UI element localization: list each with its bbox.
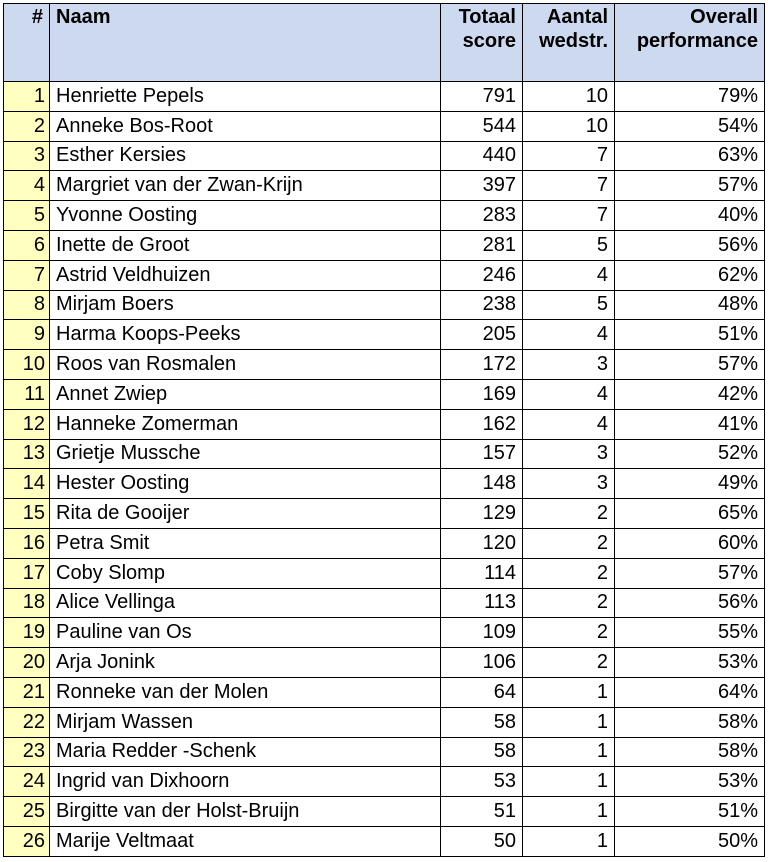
total-score-cell: 50 xyxy=(441,826,523,856)
total-score-cell: 106 xyxy=(441,648,523,678)
rank-cell: 20 xyxy=(4,648,50,678)
name-cell: Rita de Gooijer xyxy=(50,499,441,529)
name-cell: Coby Slomp xyxy=(50,558,441,588)
games-cell: 1 xyxy=(523,677,615,707)
table-row xyxy=(4,201,765,231)
name-cell: Inette de Groot xyxy=(50,230,441,260)
header-performance xyxy=(615,4,765,82)
rank-cell: 1 xyxy=(4,82,50,112)
performance-cell: 51% xyxy=(615,797,765,827)
total-score-cell: 246 xyxy=(441,260,523,290)
total-score-cell: 148 xyxy=(441,469,523,499)
name-cell: Esther Kersies xyxy=(50,141,441,171)
total-score-cell: 440 xyxy=(441,141,523,171)
performance-cell: 65% xyxy=(615,499,765,529)
games-cell: 4 xyxy=(523,320,615,350)
header-name: Naam xyxy=(50,4,441,82)
name-cell: Ronneke van der Molen xyxy=(50,677,441,707)
total-score-cell: 791 xyxy=(441,82,523,112)
table-row xyxy=(4,588,765,618)
table-row xyxy=(4,82,765,112)
performance-cell: 54% xyxy=(615,111,765,141)
total-score-cell: 120 xyxy=(441,528,523,558)
name-cell: Henriette Pepels xyxy=(50,82,441,112)
rank-cell: 5 xyxy=(4,201,50,231)
total-score-cell: 53 xyxy=(441,767,523,797)
performance-cell: 79% xyxy=(615,82,765,112)
rank-cell: 26 xyxy=(4,826,50,856)
table-body xyxy=(4,82,765,857)
games-cell: 5 xyxy=(523,290,615,320)
rank-cell: 21 xyxy=(4,677,50,707)
games-cell: 7 xyxy=(523,141,615,171)
name-cell: Arja Jonink xyxy=(50,648,441,678)
games-cell: 2 xyxy=(523,499,615,529)
table-row xyxy=(4,797,765,827)
rank-cell: 7 xyxy=(4,260,50,290)
total-score-cell: 113 xyxy=(441,588,523,618)
name-cell: Maria Redder -Schenk xyxy=(50,737,441,767)
rank-cell: 11 xyxy=(4,379,50,409)
name-cell: Pauline van Os xyxy=(50,618,441,648)
total-score-cell: 51 xyxy=(441,797,523,827)
total-score-cell: 205 xyxy=(441,320,523,350)
games-cell: 2 xyxy=(523,618,615,648)
rank-cell: 14 xyxy=(4,469,50,499)
name-cell: Astrid Veldhuizen xyxy=(50,260,441,290)
table-row xyxy=(4,379,765,409)
name-cell: Grietje Mussche xyxy=(50,439,441,469)
games-cell: 1 xyxy=(523,737,615,767)
header-performance-line2: performance xyxy=(636,30,758,52)
rank-cell: 16 xyxy=(4,528,50,558)
total-score-cell: 169 xyxy=(441,379,523,409)
games-cell: 2 xyxy=(523,648,615,678)
rank-cell: 2 xyxy=(4,111,50,141)
table-row xyxy=(4,141,765,171)
table-row xyxy=(4,528,765,558)
table-row xyxy=(4,707,765,737)
rank-cell: 10 xyxy=(4,350,50,380)
table-row xyxy=(4,260,765,290)
table-row xyxy=(4,499,765,529)
performance-cell: 63% xyxy=(615,141,765,171)
rank-cell: 12 xyxy=(4,409,50,439)
total-score-cell: 114 xyxy=(441,558,523,588)
name-cell: Petra Smit xyxy=(50,528,441,558)
total-score-cell: 281 xyxy=(441,230,523,260)
performance-cell: 64% xyxy=(615,677,765,707)
table-row xyxy=(4,767,765,797)
rank-cell: 22 xyxy=(4,707,50,737)
rank-cell: 25 xyxy=(4,797,50,827)
rank-cell: 23 xyxy=(4,737,50,767)
name-cell: Mirjam Wassen xyxy=(50,707,441,737)
name-cell: Hanneke Zomerman xyxy=(50,409,441,439)
table-row xyxy=(4,826,765,856)
performance-cell: 56% xyxy=(615,588,765,618)
performance-cell: 48% xyxy=(615,290,765,320)
games-cell: 4 xyxy=(523,409,615,439)
rank-cell: 18 xyxy=(4,588,50,618)
table-row xyxy=(4,230,765,260)
name-cell: Birgitte van der Holst-Bruijn xyxy=(50,797,441,827)
rank-cell: 4 xyxy=(4,171,50,201)
rank-cell: 9 xyxy=(4,320,50,350)
rank-cell: 13 xyxy=(4,439,50,469)
performance-cell: 58% xyxy=(615,707,765,737)
performance-cell: 42% xyxy=(615,379,765,409)
games-cell: 3 xyxy=(523,350,615,380)
table-row xyxy=(4,171,765,201)
name-cell: Mirjam Boers xyxy=(50,290,441,320)
name-cell: Harma Koops-Peeks xyxy=(50,320,441,350)
name-cell: Margriet van der Zwan-Krijn xyxy=(50,171,441,201)
ranking-table-container xyxy=(3,3,765,857)
total-score-cell: 162 xyxy=(441,409,523,439)
games-cell: 3 xyxy=(523,469,615,499)
table-row xyxy=(4,409,765,439)
header-total-score xyxy=(441,4,523,82)
table-row xyxy=(4,320,765,350)
rank-cell: 8 xyxy=(4,290,50,320)
performance-cell: 57% xyxy=(615,171,765,201)
performance-cell: 62% xyxy=(615,260,765,290)
name-cell: Yvonne Oosting xyxy=(50,201,441,231)
games-cell: 2 xyxy=(523,558,615,588)
performance-cell: 49% xyxy=(615,469,765,499)
table-row xyxy=(4,677,765,707)
rank-cell: 6 xyxy=(4,230,50,260)
performance-cell: 55% xyxy=(615,618,765,648)
performance-cell: 50% xyxy=(615,826,765,856)
performance-cell: 53% xyxy=(615,767,765,797)
table-row xyxy=(4,558,765,588)
name-cell: Annet Zwiep xyxy=(50,379,441,409)
total-score-cell: 157 xyxy=(441,439,523,469)
header-games-line1: Aantal xyxy=(546,6,608,28)
games-cell: 10 xyxy=(523,111,615,141)
performance-cell: 51% xyxy=(615,320,765,350)
table-row xyxy=(4,439,765,469)
games-cell: 2 xyxy=(523,528,615,558)
table-row xyxy=(4,111,765,141)
games-cell: 4 xyxy=(523,260,615,290)
total-score-cell: 172 xyxy=(441,350,523,380)
total-score-cell: 64 xyxy=(441,677,523,707)
header-total-score-line1: Totaal xyxy=(458,6,516,28)
performance-cell: 40% xyxy=(615,201,765,231)
header-games-line2: wedstr. xyxy=(539,30,608,52)
games-cell: 3 xyxy=(523,439,615,469)
name-cell: Anneke Bos-Root xyxy=(50,111,441,141)
performance-cell: 53% xyxy=(615,648,765,678)
table-row xyxy=(4,648,765,678)
header-total-score-line2: score xyxy=(462,30,516,52)
name-cell: Marije Veltmaat xyxy=(50,826,441,856)
total-score-cell: 109 xyxy=(441,618,523,648)
performance-cell: 57% xyxy=(615,558,765,588)
name-cell: Alice Vellinga xyxy=(50,588,441,618)
games-cell: 5 xyxy=(523,230,615,260)
games-cell: 10 xyxy=(523,82,615,112)
rank-cell: 3 xyxy=(4,141,50,171)
games-cell: 2 xyxy=(523,588,615,618)
header-games xyxy=(523,4,615,82)
total-score-cell: 129 xyxy=(441,499,523,529)
header-rank: # xyxy=(4,4,50,82)
name-cell: Hester Oosting xyxy=(50,469,441,499)
table-header xyxy=(4,4,765,82)
games-cell: 1 xyxy=(523,767,615,797)
total-score-cell: 397 xyxy=(441,171,523,201)
games-cell: 1 xyxy=(523,797,615,827)
header-row xyxy=(4,4,765,82)
rank-cell: 24 xyxy=(4,767,50,797)
total-score-cell: 544 xyxy=(441,111,523,141)
performance-cell: 41% xyxy=(615,409,765,439)
name-cell: Ingrid van Dixhoorn xyxy=(50,767,441,797)
games-cell: 1 xyxy=(523,826,615,856)
table-row xyxy=(4,737,765,767)
name-cell: Roos van Rosmalen xyxy=(50,350,441,380)
rank-cell: 19 xyxy=(4,618,50,648)
total-score-cell: 238 xyxy=(441,290,523,320)
performance-cell: 57% xyxy=(615,350,765,380)
games-cell: 4 xyxy=(523,379,615,409)
games-cell: 7 xyxy=(523,171,615,201)
games-cell: 7 xyxy=(523,201,615,231)
total-score-cell: 283 xyxy=(441,201,523,231)
rank-cell: 17 xyxy=(4,558,50,588)
total-score-cell: 58 xyxy=(441,707,523,737)
table-row xyxy=(4,618,765,648)
table-row xyxy=(4,469,765,499)
performance-cell: 58% xyxy=(615,737,765,767)
ranking-table xyxy=(3,3,765,857)
total-score-cell: 58 xyxy=(441,737,523,767)
rank-cell: 15 xyxy=(4,499,50,529)
performance-cell: 52% xyxy=(615,439,765,469)
table-row xyxy=(4,290,765,320)
header-performance-line1: Overall xyxy=(690,6,758,28)
table-row xyxy=(4,350,765,380)
performance-cell: 56% xyxy=(615,230,765,260)
games-cell: 1 xyxy=(523,707,615,737)
performance-cell: 60% xyxy=(615,528,765,558)
